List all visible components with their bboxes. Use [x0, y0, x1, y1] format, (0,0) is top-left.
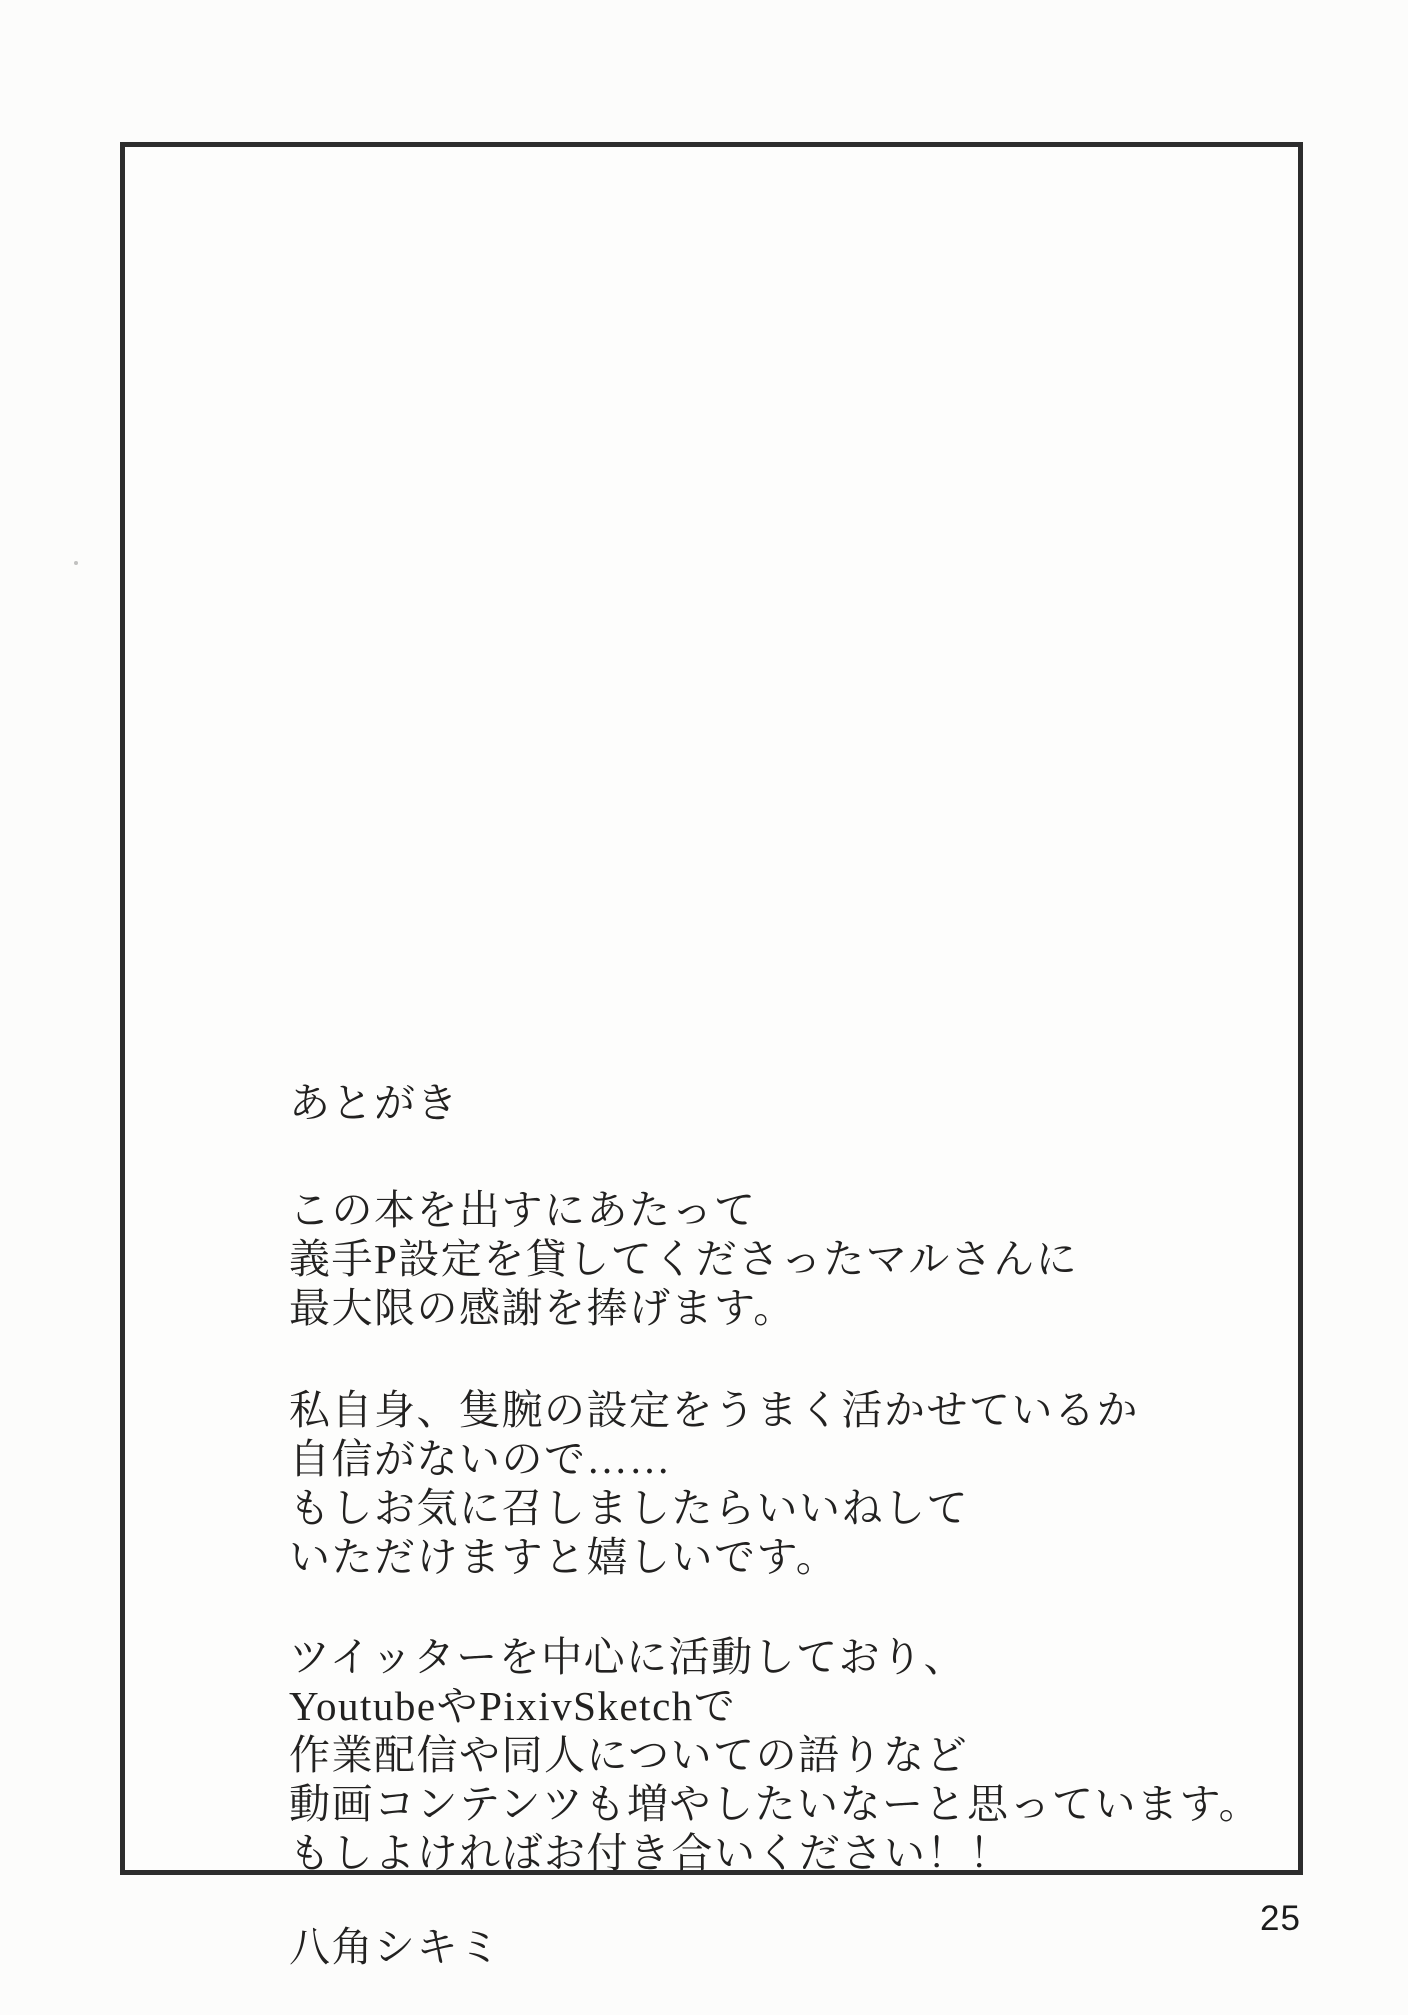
author-signature: 八角シキミ: [289, 1924, 502, 1970]
afterword-title: あとがき: [289, 1080, 459, 1126]
paragraph-sns: [289, 1633, 1389, 1878]
scan-speck: [74, 561, 78, 565]
text-line: YoutubeやPixivSketchで: [289, 1683, 737, 1729]
text-line: もしよければお付き合いください！！: [289, 1830, 1012, 1876]
paragraph-thanks: [289, 1186, 1389, 1333]
text-line: もしお気に召しましたらいいねして: [289, 1485, 969, 1531]
paragraph-setting: [289, 1386, 1389, 1582]
afterword-text-block: [289, 1079, 1389, 1972]
text-line: 自信がないので……: [289, 1436, 672, 1482]
text-line: 作業配信や同人についての語りなど: [289, 1732, 969, 1778]
text-line: この本を出すにあたって: [289, 1187, 757, 1233]
text-line: 動画コンテンツも増やしたいなーと思っています。: [289, 1781, 1262, 1827]
text-line: 最大限の感謝を捧げます。: [289, 1285, 796, 1331]
text-line: 義手P設定を貸してくださったマルさんに: [289, 1236, 1079, 1282]
text-line: ツイッターを中心に活動しており、: [289, 1634, 967, 1680]
page-number: 25: [1260, 1899, 1301, 1938]
text-line: 私自身、隻腕の設定をうまく活かせているか: [289, 1387, 1139, 1433]
text-line: いただけますと嬉しいです。: [289, 1534, 839, 1580]
